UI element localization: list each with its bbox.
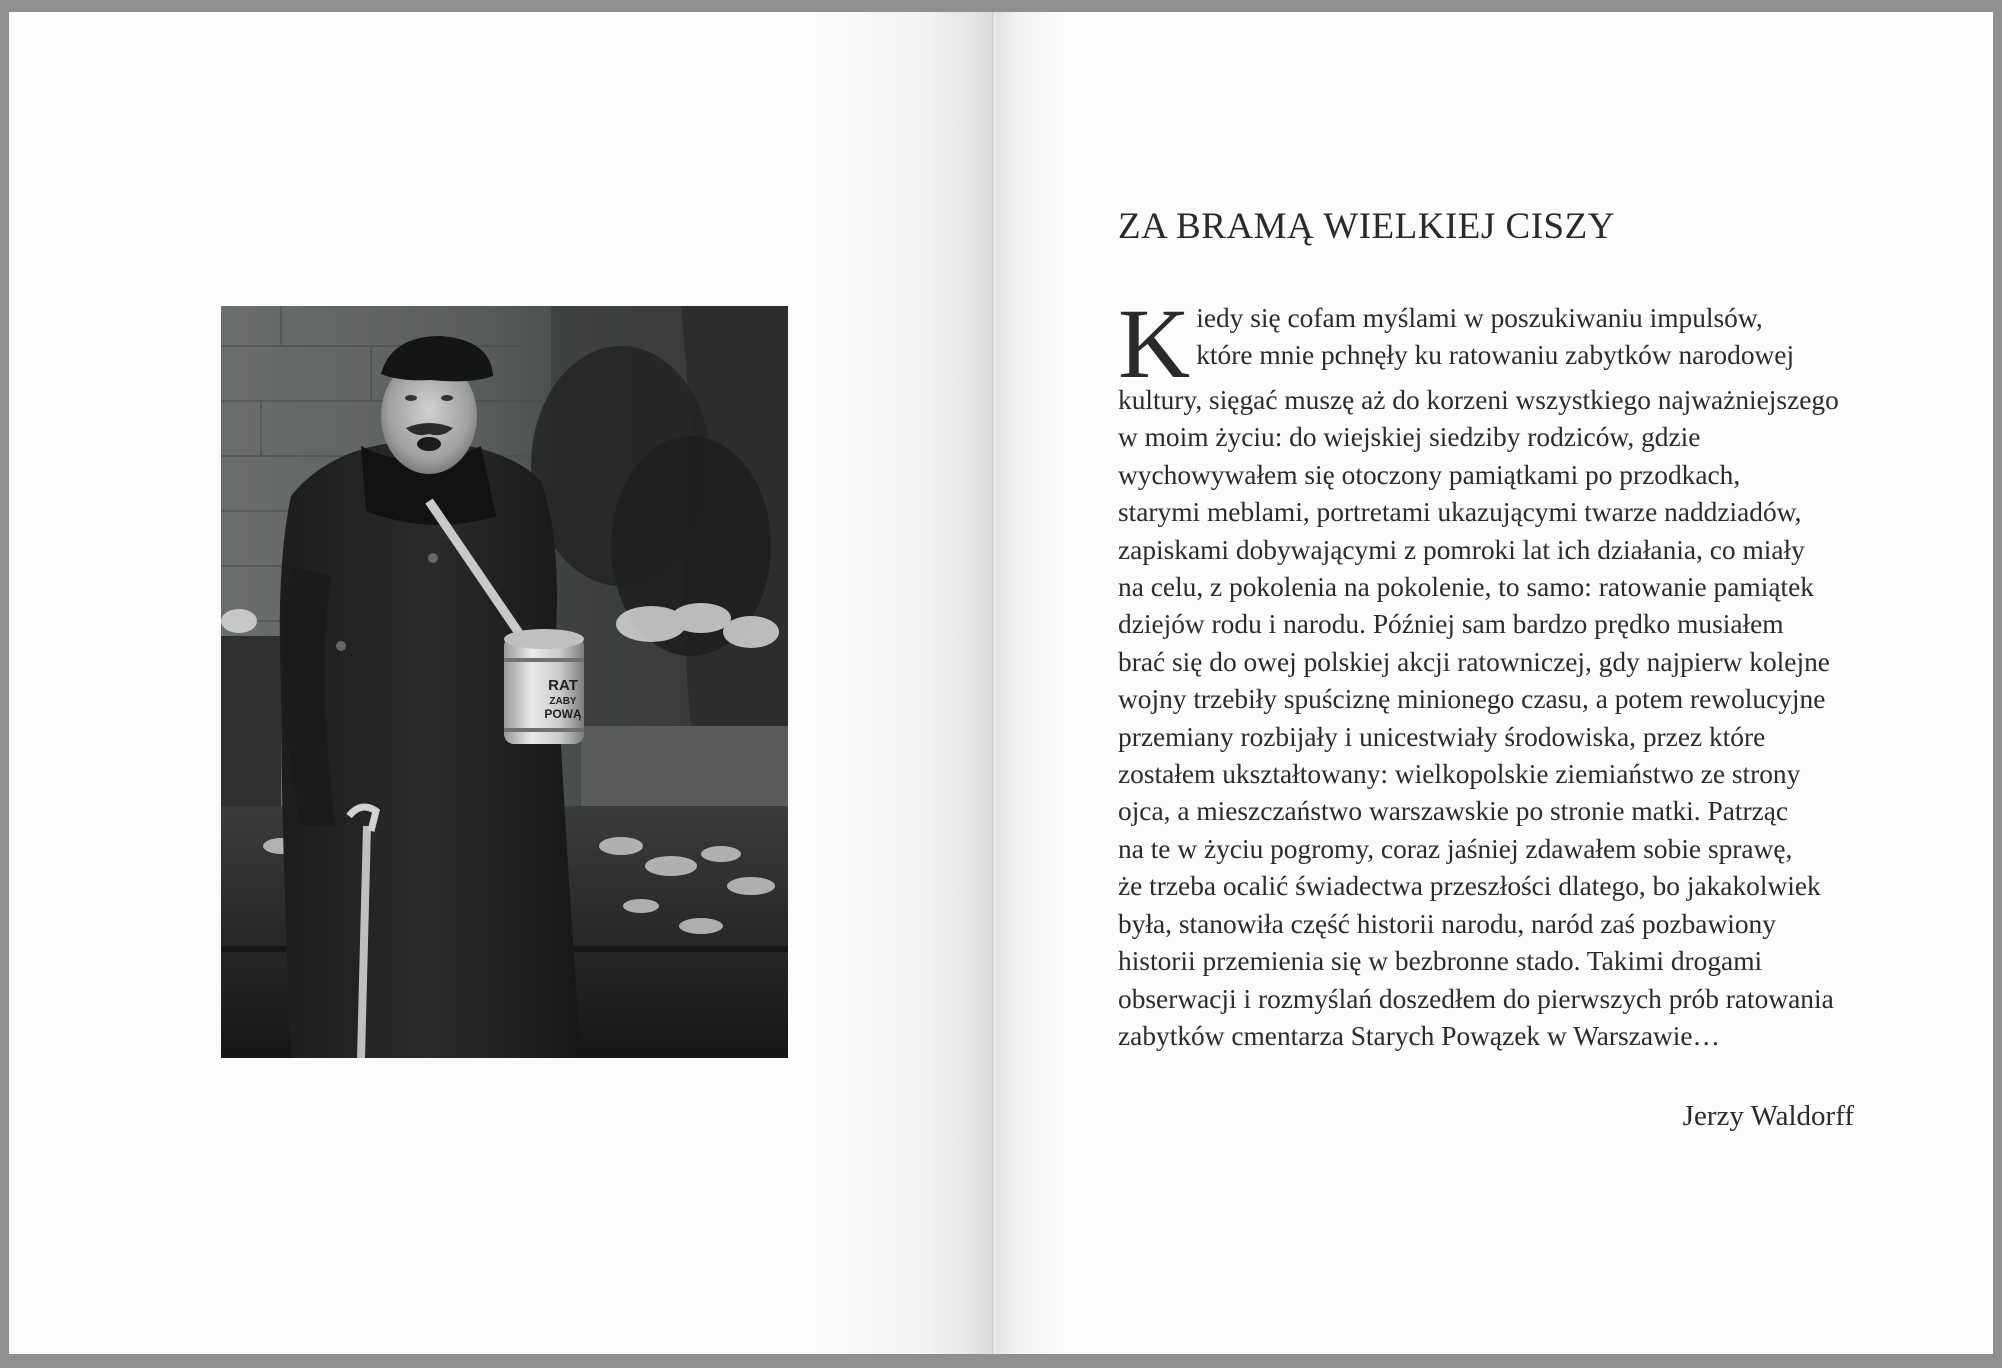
body-line: historii przemienia się w bezbronne stado. Takimi drogami (1118, 946, 1763, 977)
page-title: ZA BRAMĄ WIELKIEJ CISZY (1118, 206, 1615, 247)
portrait-photo (221, 306, 788, 1058)
body-line: kultury, sięgać muszę aż do korzeni wszystkiego najważniejszego (1118, 385, 1839, 415)
body-line: które mnie pchnęły ku ratowaniu zabytków narodowej (1196, 340, 1795, 371)
body-line: na te w życiu pogromy, coraz jaśniej zdawałem sobie sprawę, (1118, 833, 1793, 864)
body-line: zapiskami dobywającymi z pomroki lat ich działania, co miały (1118, 534, 1805, 565)
body-line: przemiany rozbijały i unicestwiały środowiska, przez które (1118, 721, 1766, 752)
body-line: była, stanowiła część historii narodu, naród zaś pozbawiony (1118, 908, 1776, 939)
body-line: ojca, a mieszczaństwo warszawskie po stronie matki. Patrząc (1118, 796, 1789, 827)
body-line: starymi meblami, portretami ukazującymi twarze naddziadów, (1118, 497, 1802, 528)
can-label-line-1: RAT (548, 677, 578, 694)
body-line: dziejów rodu i narodu. Później sam bardzo prędko musiałem (1118, 609, 1784, 640)
body-line: wojny trzebiły spuściznę minionego czasu, a potem rewolucyjne (1118, 684, 1826, 715)
body-line: na celu, z pokolenia na pokolenie, to samo: ratowanie pamiątek (1118, 572, 1814, 603)
portrait-photo-graphic (221, 306, 788, 1058)
body-line: wychowywałem się otoczony pamiątkami po przodkach, (1118, 459, 1741, 490)
body-line: w moim życiu: do wiejskiej siedziby rodziców, gdzie (1118, 422, 1701, 453)
drop-cap: K (1118, 288, 1191, 399)
body-line: że trzeba ocalić świadectwa przeszłości dlatego, bo jakakolwiek (1118, 871, 1821, 902)
body-line: zabytków cmentarza Starych Powązek w Warszawie… (1118, 1020, 1720, 1051)
body-line: brać się do owej polskiej akcji ratowniczej, gdy najpierw kolejne (1118, 646, 1830, 677)
can-label-line-3: POWĄ (544, 707, 582, 721)
body-line: iedy się cofam myślami w poszukiwaniu impulsów, (1196, 303, 1763, 333)
body-text (1118, 288, 1898, 1055)
body-line: zostałem ukształtowany: wielkopolskie ziemiaństwo ze strony (1118, 759, 1801, 790)
body-line: obserwacji i rozmyślań doszedłem do pierwszych prób ratowania (1118, 983, 1834, 1014)
author-signature: Jerzy Waldorff (1682, 1100, 1854, 1132)
can-label-line-2: ZABY (549, 696, 577, 707)
